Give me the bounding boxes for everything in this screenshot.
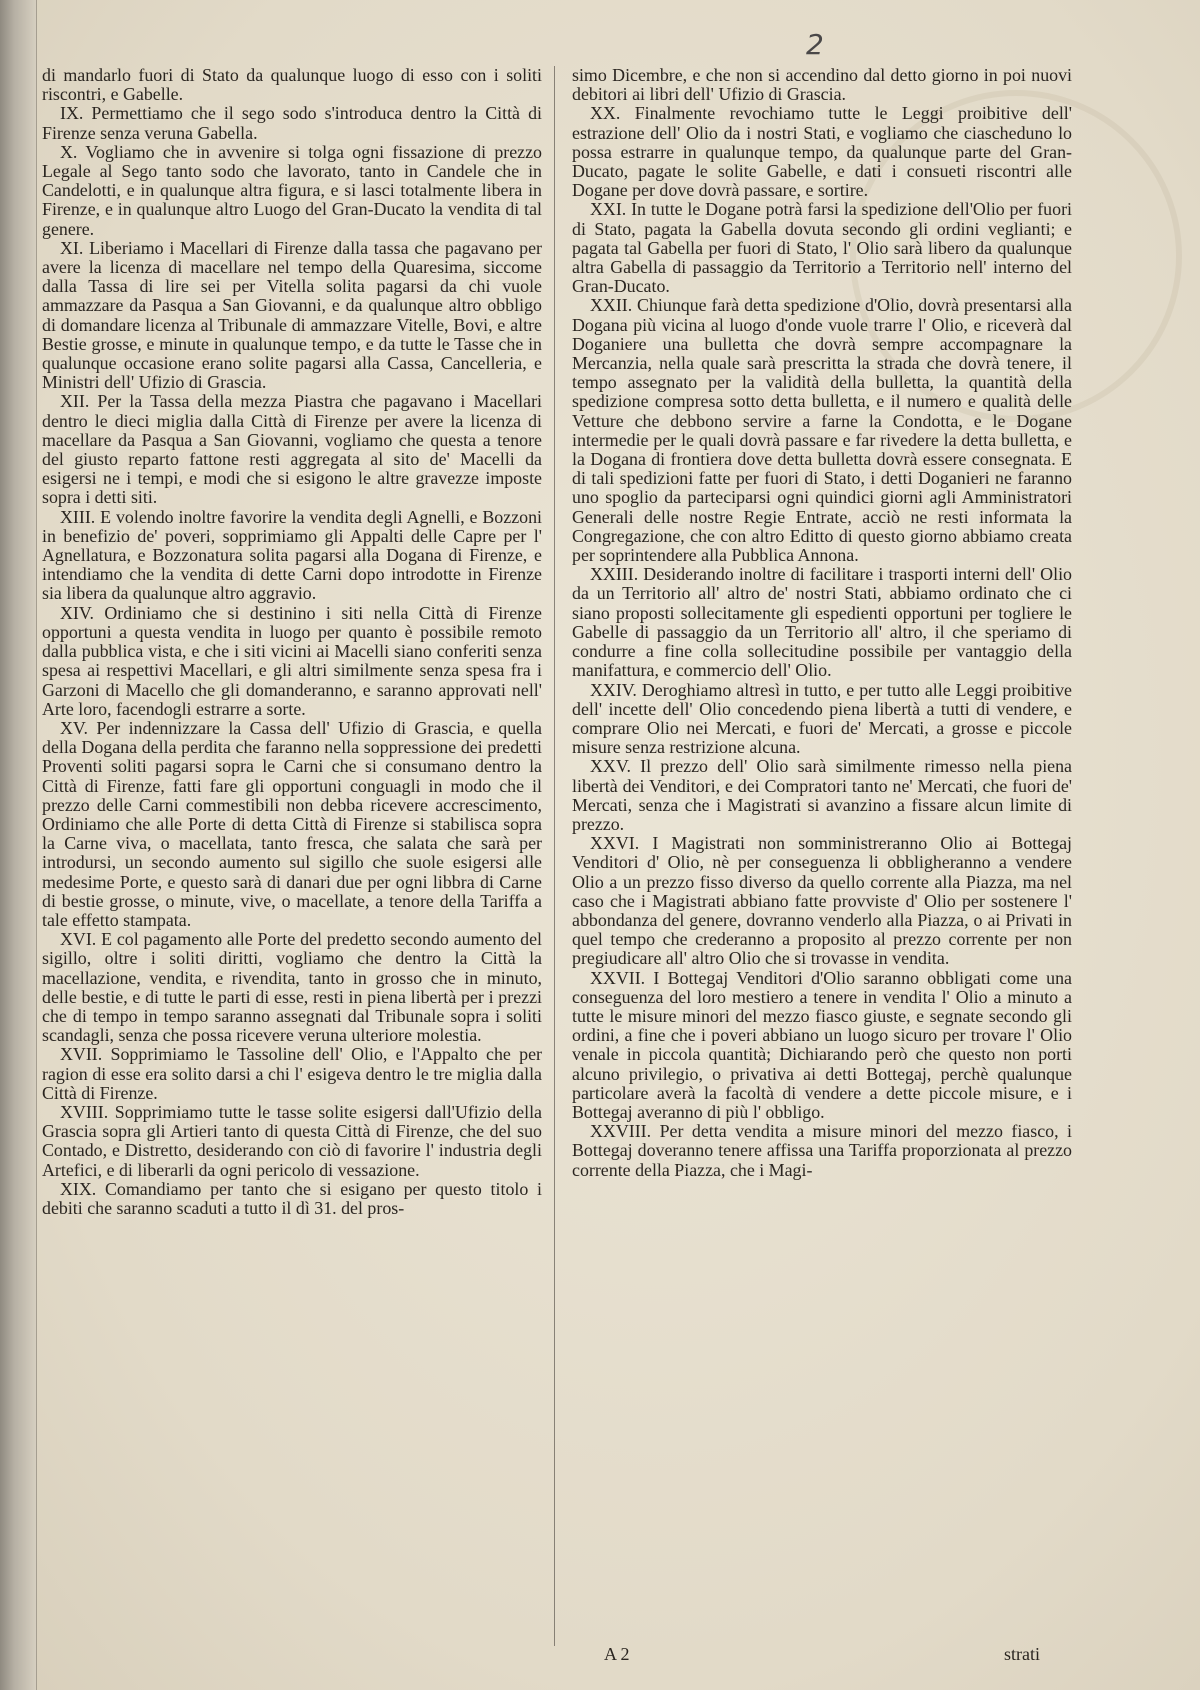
article-x: X. Vogliamo che in avvenire si tolga ogni fissazione di prezzo Legale al Sego tanto sodo che lavorato, tanto in Candele che in Candelotti, e in qualunque altra figura, e si lasci totalmente libera in Firenze, e in qualunque altro Luogo del Gran-Ducato la vendita di tal genere. bbox=[42, 141, 542, 239]
article-xx: XX. Finalmente revochiamo tutte le Leggi proibitive dell' estrazione dell' Olio da i nostri Stati, e vogliamo che ciascheduno lo possa estrarre in qualunque tempo, da qualunque parte del Gran-Ducato, pagate le solite Gabelle, e dati i consueti riscontri alle Dogane per dove dovrà passare, e sortire. bbox=[572, 103, 1072, 201]
handwritten-folio-number: 2 bbox=[806, 28, 824, 61]
article-xviii: XVIII. Sopprimiamo tutte le tasse solite esigersi dall'Ufizio della Grascia sopra gli Artieri tanto di questa Città di Firenze, che del suo Contado, e Distretto, desiderando con ciò di favorire l' industria degli Artefici, e di liberarli da ogni pericolo di vessazione. bbox=[42, 1101, 542, 1180]
right-text-column bbox=[572, 66, 1072, 1180]
article-xii: XII. Per la Tassa della mezza Piastra che pagavano i Macellari dentro le dieci miglia dalla Città di Firenze per avere la licenza di macellare da Pasqua a San Giovanni, vogliamo che questa a tenore del giusto reparto fattone resti aggregata al sito de' Macelli da esigersi ne i tempi, e modi che si esigono le altre gravezze imposte sopra i detti siti. bbox=[42, 391, 542, 508]
article-xxv: XXV. Il prezzo dell' Olio sarà similmente rimesso nella piena libertà dei Venditori, e dei Compratori tanto ne' Mercati, che fuori de' Mercati, senza che i Magistrati si avanzino a fissare alcun limite di prezzo. bbox=[572, 756, 1072, 834]
article-xi: XI. Liberiamo i Macellari di Firenze dalla tassa che pagavano per avere la licenza di macellare nel tempo della Quaresima, siccome dalla Tassa di lire sei per Vitella solita pagarsi da chi vuole ammazzare da Pasqua a San Giovanni, e da qualunque altro obbligo di domandare licenza al Tribunale di ammazzare Vitelle, Bovi, e altre Bestie grosse, e minute in qualunque tempo, e da tutte le Tasse che in qualunque occasione erano solite pagarsi alla Cassa, Cancelleria, e Ministri dell' Ufizio di Grascia. bbox=[42, 237, 542, 393]
article-xix: XIX. Comandiamo per tanto che si esigano per questo titolo i debiti che saranno scaduti a tutto il dì 31. del pros- bbox=[42, 1178, 542, 1218]
binding-gutter bbox=[0, 0, 37, 1690]
article-xxvii: XXVII. I Bottegaj Venditori d'Olio saranno obbligati come una conseguenza del loro mestiero a tenere in vendita l' Olio a minuto a tutte le misure minori del mezzo fiasco giuste, e segnate secondo gli ordini, a fine che i poveri abbiano un luogo sicuro per trovare l' Olio venale in piccola quantità; Dichiarando però che questo non porti alcuno privilegio, o privativa ai detti Bottegaj, perchè qualunque particolare averà la facoltà di vendere a dette piccole misure, e i Bottegaj averanno di più l' obbligo. bbox=[572, 967, 1072, 1122]
article-xiv: XIV. Ordiniamo che si destinino i siti nella Città di Firenze opportuni a questa vendita in luogo per quanto è possibile remoto dalla pubblica vista, e che i siti vicini ai Macelli siano conferiti senza spesa ai respettivi Macellari, e gli altri similmente senza spesa fra i Garzoni di Macello che gli domanderanno, e saranno approvati nell' Arte loro, facendogli estrarre a sorte. bbox=[42, 602, 542, 719]
column-divider bbox=[554, 66, 555, 1646]
paragraph-continuation: di mandarlo fuori di Stato da qualunque luogo di esso con i soliti riscontri, e Gabelle. bbox=[42, 65, 542, 105]
paragraph-continuation-right: simo Dicembre, e che non si accendino dal detto giorno in poi nuovi debitori ai libri dell' Ufizio di Grascia. bbox=[572, 65, 1072, 105]
signature-mark: A 2 bbox=[604, 1644, 630, 1664]
article-xxvi: XXVI. I Magistrati non somministreranno Olio ai Bottegaj Venditori d' Olio, nè per conseguenza li obbligheranno a vendere Olio a un prezzo fisso diverso da quello corrente alla Piazza, ma nel caso che i Magistrati abbiano fatte provviste d' Olio per sostenere l' abbondanza del genere, dovranno venderlo alla Piazza, o ai Privati in quel tempo che crederanno a proposito al prezzo corrente per non pregiudicare all' altro Olio che si trovasse in vendita. bbox=[572, 833, 1072, 969]
article-xiii: XIII. E volendo inoltre favorire la vendita degli Agnelli, e Bozzoni in benefizio de' poveri, sopprimiamo gli Appalti delle Capre per l' Agnellatura, e Bozzonatura solita pagarsi alla Dogana di Firenze, e intendiamo che la vendita di dette Carni dopo introdotte in Firenze sia libera da qualunque altro aggravio. bbox=[42, 506, 542, 604]
article-xxiii: XXIII. Desiderando inoltre di facilitare i trasporti interni dell' Olio da un Territorio all' altro de' nostri Stati, abbiamo ordinato che ci siano proposti sollecitamente gli espedienti opportuni per togliere le Gabelle di passaggio da un Territorio all' altro, il che speriamo di condurre a fine colla sollecitudine possibile per vantaggio della manifattura, e commercio dell' Olio. bbox=[572, 564, 1072, 681]
article-xxviii: XXVIII. Per detta vendita a misure minori del mezzo fiasco, i Bottegaj doveranno tenere affissa una Tariffa proporzionata al prezzo corrente della Piazza, che i Magi- bbox=[572, 1121, 1072, 1180]
article-xvii: XVII. Sopprimiamo le Tassoline dell' Olio, e l'Appalto che per ragion di esse era solito darsi a chi l' esigeva dentro le tre miglia dalla Città di Firenze. bbox=[42, 1044, 542, 1103]
article-ix: IX. Permettiamo che il sego sodo s'introduca dentro la Città di Firenze senza veruna Gabella. bbox=[42, 103, 542, 143]
article-xxii: XXII. Chiunque farà detta spedizione d'Olio, dovrà presentarsi alla Dogana più vicina al luogo d'onde vuole trarre l' Olio, e riceverà dal Doganiere una bulletta che dovrà sempre accompagnare la Mercanzia, nella quale sarà prescritta la strada che dovrà tenere, il tempo assegnato per la validità della bulletta, la quantità della spedizione compresa sotto detta bulletta, e il numero e qualità delle Vetture che debbono servire a farne la Condotta, e le Dogane intermedie per le quali dovrà passare e far rivedere la detta bulletta, e la Dogana di frontiera dove detta bulletta dovrà essere consegnata. E di tali spedizioni fatte per fuori di Stato, i detti Doganieri ne faranno uno spoglio da parteciparsi ogni quindici giorni agli Amministratori Generali delle nostre Regie Entrate, acciò ne resti informata la Congregazione, che con altro Editto di questo giorno abbiamo creata per soprintendere alla Pubblica Annona. bbox=[572, 295, 1072, 566]
catchword: strati bbox=[1004, 1644, 1040, 1664]
article-xv: XV. Per indennizzare la Cassa dell' Ufizio di Grascia, e quella della Dogana della perdita che faranno nella soppressione dei predetti Proventi soliti pagarsi sopra le Carni che si consumano dentro la Città di Firenze, fatti fare gli opportuni conguagli in modo che il prezzo delle Carni commestibili non debba ricevere accrescimento, Ordiniamo che alle Porte di detta Città di Firenze si stabilisca sopra la Carne viva, o macellata, tanto fresca, che salata che sarà per introdursi, un secondo aumento sul sigillo che suole esigersi alle medesime Porte, e questo sarà di danari due per ogni libbra di Carne di bestie grosse, o minute, vive, o macellate, a tenore della Tariffa a tale effetto stampata. bbox=[42, 717, 542, 930]
left-text-column bbox=[42, 66, 542, 1218]
article-xxi: XXI. In tutte le Dogane potrà farsi la spedizione dell'Olio per fuori di Stato, pagata la Gabella dovuta secondo gli ordini veglianti; e pagata tal Gabella per fuori di Stato, l' Olio sarà libero da qualunque altra Gabella di passaggio da Territorio a Territorio nell' interno del Gran-Ducato. bbox=[572, 199, 1072, 297]
article-xvi: XVI. E col pagamento alle Porte del predetto secondo aumento del sigillo, oltre i soliti diritti, vogliamo che dentro la Città la macellazione, vendita, e rivendita, tanto in grosso che in minuto, delle bestie, e di tutte le parti di esse, resti in piena libertà per i prezzi che di tempo in tempo saranno assegnati dal Tribunale sopra i soliti scandagli, senza che possa ricevere veruna ulteriore molestia. bbox=[42, 929, 542, 1046]
article-xxiv: XXIV. Deroghiamo altresì in tutto, e per tutto alle Leggi proibitive dell' incette dell' Olio concedendo piena libertà a tutti di vendere, e comprare Olio nei Mercati, e fuori de' Mercati, a grosse e piccole misure senza restrizione alcuna. bbox=[572, 679, 1072, 758]
